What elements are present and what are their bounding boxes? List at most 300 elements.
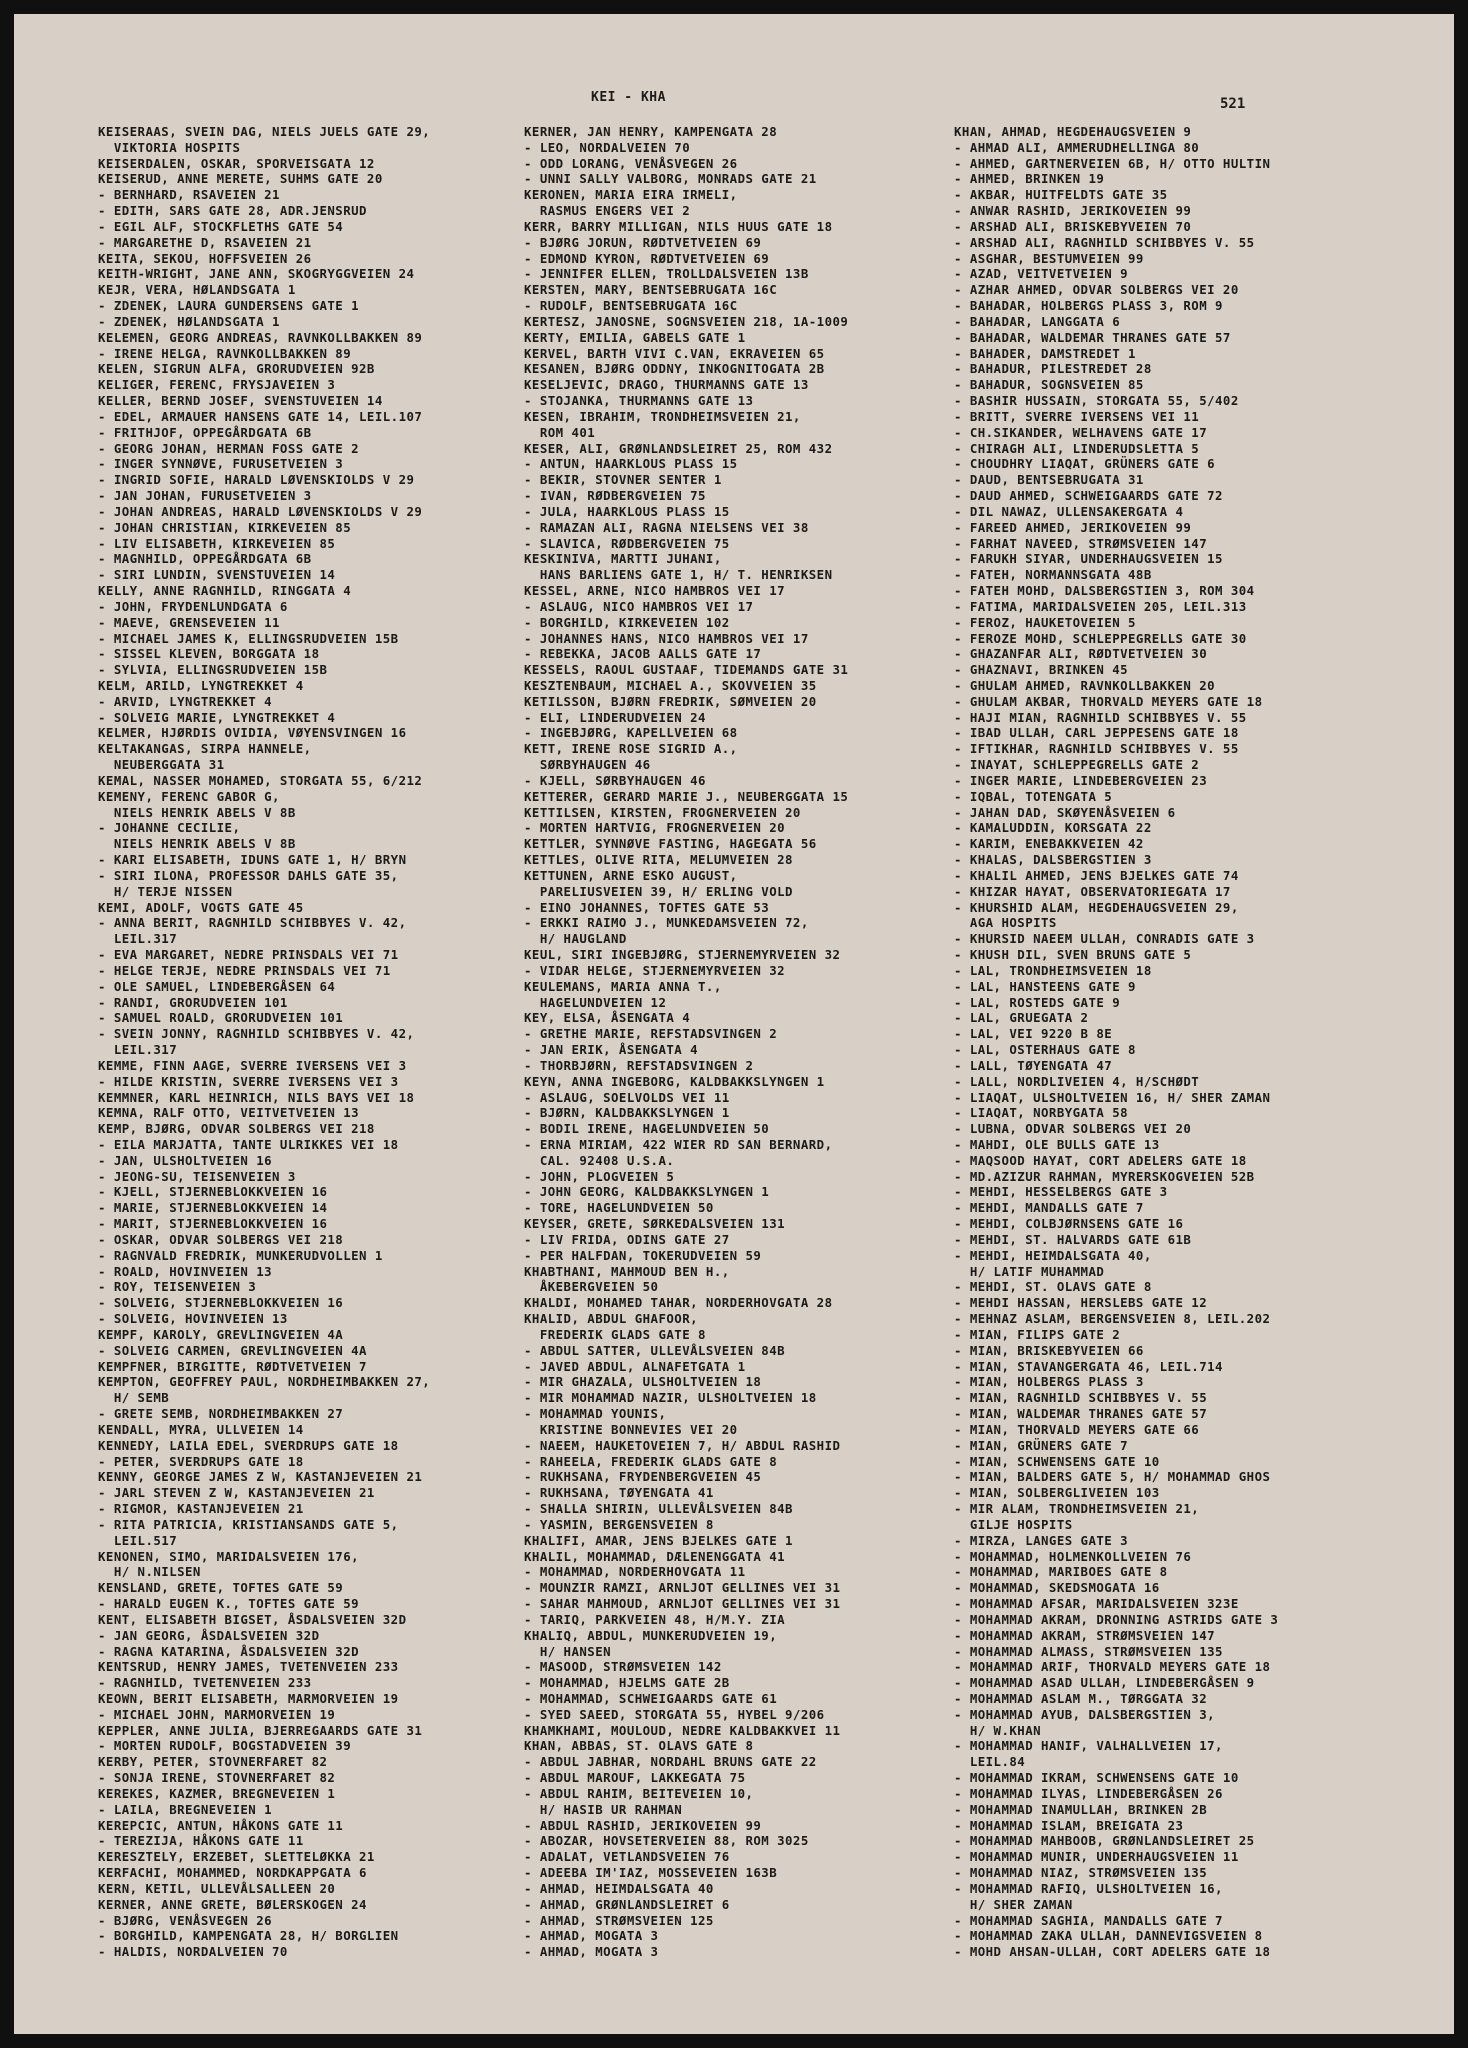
directory-entry: H/ SEMB <box>98 1390 170 1406</box>
directory-entry: KEOWN, BERIT ELISABETH, MARMORVEIEN 19 <box>98 1690 399 1706</box>
directory-entry: - MOUNZIR RAMZI, ARNLJOT GELLINES VEI 31 <box>524 1580 841 1596</box>
directory-entry: - ROY, TEISENVEIEN 3 <box>98 1279 257 1295</box>
directory-entry: - JOHN, FRYDENLUNDGATA 6 <box>98 598 288 614</box>
directory-entry: - PETER, SVERDRUPS GATE 18 <box>98 1453 304 1469</box>
directory-entry: - LAILA, BREGNEVEIEN 1 <box>98 1801 273 1817</box>
directory-entry: - LAL, TRONDHEIMSVEIEN 18 <box>954 962 1152 978</box>
directory-entry: - MOHAMMAD AKRAM, STRØMSVEIEN 147 <box>954 1627 1216 1643</box>
directory-entry: - ROALD, HOVINVEIEN 13 <box>98 1263 273 1279</box>
directory-entry: H/ W.KHAN <box>954 1722 1042 1738</box>
directory-entry: - JENNIFER ELLEN, TROLLDALSVEIEN 13B <box>524 266 809 282</box>
directory-entry: KESKINIVA, MARTTI JUHANI, <box>524 551 722 567</box>
directory-entry: KENT, ELISABETH BIGSET, ÅSDALSVEIEN 32D <box>98 1611 407 1627</box>
directory-entry: - FATEH, NORMANNSGATA 48B <box>954 567 1152 583</box>
directory-entry: H/ N.NILSEN <box>98 1564 201 1580</box>
directory-entry: - AHMAD, MOGATA 3 <box>524 1928 659 1944</box>
directory-entry: - MOHAMMAD NIAZ, STRØMSVEIEN 135 <box>954 1865 1208 1881</box>
directory-entry: KEULEMANS, MARIA ANNA T., <box>524 978 722 994</box>
directory-entry: - RAHEELA, FREDERIK GLADS GATE 8 <box>524 1453 778 1469</box>
directory-entry: - KAMALUDDIN, KORSGATA 22 <box>954 820 1152 836</box>
directory-entry: LEIL.84 <box>954 1754 1026 1770</box>
directory-entry: KERTY, EMILIA, GABELS GATE 1 <box>524 329 746 345</box>
directory-entry: KETTILSEN, KIRSTEN, FROGNERVEIEN 20 <box>524 804 801 820</box>
directory-entry: - MARIE, STJERNEBLOKKVEIEN 14 <box>98 1200 328 1216</box>
directory-entry: KELMER, HJØRDIS OVIDIA, VØYENSVINGEN 16 <box>98 725 407 741</box>
directory-entry: KERNER, JAN HENRY, KAMPENGATA 28 <box>524 124 778 139</box>
directory-entry: - DIL NAWAZ, ULLENSAKERGATA 4 <box>954 503 1184 519</box>
directory-entry: H/ TERJE NISSEN <box>98 883 233 899</box>
directory-entry: - JAN GEORG, ÅSDALSVEIEN 32D <box>98 1627 320 1643</box>
directory-entry: - MIAN, SOLBERGLIVEIEN 103 <box>954 1485 1160 1501</box>
page-header-range: KEI - KHA <box>591 90 666 105</box>
directory-entry: - JAVED ABDUL, ALNAFETGATA 1 <box>524 1358 746 1374</box>
directory-entry: NEUBERGGATA 31 <box>98 757 225 773</box>
directory-entry: - SHALLA SHIRIN, ULLEVÅLSVEIEN 84B <box>524 1501 793 1517</box>
directory-entry: - SAMUEL ROALD, GRORUDVEIEN 101 <box>98 1010 344 1026</box>
directory-entry: - RUDOLF, BENTSEBRUGATA 16C <box>524 298 738 314</box>
directory-entry: KESZTENBAUM, MICHAEL A., SKOVVEIEN 35 <box>524 677 817 693</box>
directory-entry: - JAHAN DAD, SKØYENÅSVEIEN 6 <box>954 804 1176 820</box>
directory-entry: - MAHDI, OLE BULLS GATE 13 <box>954 1137 1160 1152</box>
directory-entry: - IBAD ULLAH, CARL JEPPESENS GATE 18 <box>954 725 1239 741</box>
directory-entry: - EILA MARJATTA, TANTE ULRIKKES VEI 18 <box>98 1137 399 1152</box>
directory-entry: H/ HAUGLAND <box>524 931 627 947</box>
directory-entry: KEUL, SIRI INGEBJØRG, STJERNEMYRVEIEN 32 <box>524 947 841 963</box>
directory-entry: - SISSEL KLEVEN, BORGGATA 18 <box>98 646 320 662</box>
directory-entry: - BASHIR HUSSAIN, STORGATA 55, 5/402 <box>954 393 1239 409</box>
directory-entry: - RAMAZAN ALI, RAGNA NIELSENS VEI 38 <box>524 519 809 535</box>
directory-entry: - MOHD AHSAN-ULLAH, CORT ADELERS GATE 18 <box>954 1944 1271 1960</box>
directory-entry: HANS BARLIENS GATE 1, H/ T. HENRIKSEN <box>524 567 833 583</box>
directory-entry: KEREKES, KAZMER, BREGNEVEIEN 1 <box>98 1785 336 1801</box>
directory-entry: - INGEBJØRG, KAPELLVEIEN 68 <box>524 725 738 741</box>
directory-column-2 <box>524 124 954 1960</box>
directory-entry: - CHOUDHRY LIAQAT, GRÜNERS GATE 6 <box>954 456 1216 472</box>
directory-entry: - JOHN GEORG, KALDBAKKSLYNGEN 1 <box>524 1184 770 1200</box>
directory-entry: KEREPCIC, ANTUN, HÅKONS GATE 11 <box>98 1817 344 1833</box>
directory-entry: - BAHADUR, SOGNSVEIEN 85 <box>954 377 1144 393</box>
directory-entry: KEPPLER, ANNE JULIA, BJERREGAARDS GATE 31 <box>98 1722 423 1738</box>
directory-entry: KERN, KETIL, ULLEVÅLSALLEEN 20 <box>98 1880 336 1896</box>
directory-entry: - EINO JOHANNES, TOFTES GATE 53 <box>524 899 770 915</box>
directory-entry: - MOHAMMAD ARIF, THORVALD MEYERS GATE 18 <box>954 1659 1271 1675</box>
directory-entry: KEMPFNER, BIRGITTE, RØDTVETVEIEN 7 <box>98 1358 367 1374</box>
directory-entry: - SOLVEIG, HOVINVEIEN 13 <box>98 1311 288 1327</box>
directory-entry: - SYLVIA, ELLINGSRUDVEIEN 15B <box>98 662 328 678</box>
directory-entry: - LUBNA, ODVAR SOLBERGS VEI 20 <box>954 1121 1192 1137</box>
directory-entry: - MORTEN HARTVIG, FROGNERVEIEN 20 <box>524 820 786 836</box>
directory-entry: - GRETE SEMB, NORDHEIMBAKKEN 27 <box>98 1406 344 1422</box>
directory-entry: - REBEKKA, JACOB AALLS GATE 17 <box>524 646 762 662</box>
directory-entry: - LAL, ROSTEDS GATE 9 <box>954 994 1121 1010</box>
directory-entry: - BODIL IRENE, HAGELUNDVEIEN 50 <box>524 1121 770 1137</box>
directory-entry: - EDMOND KYRON, RØDTVETVEIEN 69 <box>524 250 770 266</box>
directory-entry: - THORBJØRN, REFSTADSVINGEN 2 <box>524 1057 754 1073</box>
directory-entry: - GHULAM AHMED, RAVNKOLLBAKKEN 20 <box>954 677 1216 693</box>
page-number: 521 <box>1220 96 1246 112</box>
directory-entry: LEIL.317 <box>98 931 178 947</box>
directory-entry: - FARUKH SIYAR, UNDERHAUGSVEIEN 15 <box>954 551 1223 567</box>
directory-entry: KERONEN, MARIA EIRA IRMELI, <box>524 187 738 203</box>
directory-entry: - RAGNA KATARINA, ÅSDALSVEIEN 32D <box>98 1643 360 1659</box>
directory-entry: - ABOZAR, HOVSETERVEIEN 88, ROM 3025 <box>524 1833 809 1849</box>
directory-entry: - HAJI MIAN, RAGNHILD SCHIBBYES V. 55 <box>954 709 1247 725</box>
directory-entry: - SOLVEIG MARIE, LYNGTREKKET 4 <box>98 709 336 725</box>
directory-entry: - SYED SAEED, STORGATA 55, HYBEL 9/206 <box>524 1706 825 1722</box>
directory-page <box>14 14 1454 2034</box>
directory-entry: HAGELUNDVEIEN 12 <box>524 994 667 1010</box>
directory-entry: - GEORG JOHAN, HERMAN FOSS GATE 2 <box>98 440 360 456</box>
directory-entry: - KHURSID NAEEM ULLAH, CONRADIS GATE 3 <box>954 931 1255 947</box>
directory-entry: - HILDE KRISTIN, SVERRE IVERSENS VEI 3 <box>98 1073 399 1089</box>
directory-entry: - IQBAL, TOTENGATA 5 <box>954 788 1113 804</box>
directory-entry: - KJELL, SØRBYHAUGEN 46 <box>524 772 706 788</box>
directory-entry: KETT, IRENE ROSE SIGRID A., <box>524 741 738 757</box>
directory-entry: - KARI ELISABETH, IDUNS GATE 1, H/ BRYN <box>98 852 407 868</box>
directory-entry: - ANTUN, HAARKLOUS PLASS 15 <box>524 456 738 472</box>
directory-entry: - ASLAUG, SOELVOLDS VEI 11 <box>524 1089 730 1105</box>
directory-entry: - AZHAR AHMED, ODVAR SOLBERGS VEI 20 <box>954 282 1239 298</box>
directory-entry: - MIR MOHAMMAD NAZIR, ULSHOLTVEIEN 18 <box>524 1390 817 1406</box>
directory-entry: - ELI, LINDERUDVEIEN 24 <box>524 709 706 725</box>
directory-entry: KETTERER, GERARD MARIE J., NEUBERGGATA 15 <box>524 788 849 804</box>
directory-entry: - IFTIKHAR, RAGNHILD SCHIBBYES V. 55 <box>954 741 1239 757</box>
directory-entry: - OLE SAMUEL, LINDEBERGÅSEN 64 <box>98 978 336 994</box>
directory-entry: - FATEH MOHD, DALSBERGSTIEN 3, ROM 304 <box>954 583 1255 599</box>
directory-entry: - MOHAMMAD SAGHIA, MANDALLS GATE 7 <box>954 1912 1223 1928</box>
directory-entry: - ASLAUG, NICO HAMBROS VEI 17 <box>524 598 754 614</box>
directory-entry: - JOHN, PLOGVEIEN 5 <box>524 1168 675 1184</box>
directory-entry: - ABDUL MAROUF, LAKKEGATA 75 <box>524 1770 746 1786</box>
directory-entry: - KHIZAR HAYAT, OBSERVATORIEGATA 17 <box>954 883 1231 899</box>
directory-entry: - MIAN, BRISKEBYVEIEN 66 <box>954 1342 1144 1358</box>
directory-entry: H/ HASIB UR RAHMAN <box>524 1801 683 1817</box>
directory-entry: - PER HALFDAN, TOKERUDVEIEN 59 <box>524 1247 762 1263</box>
directory-entry: - MIAN, FILIPS GATE 2 <box>954 1326 1121 1342</box>
directory-entry: - MEHDI, HESSELBERGS GATE 3 <box>954 1184 1168 1200</box>
directory-entry: - LALL, NORDLIVEIEN 4, H/SCHØDT <box>954 1073 1200 1089</box>
directory-entry: - MIAN, GRÜNERS GATE 7 <box>954 1437 1129 1453</box>
directory-entry: KEITH-WRIGHT, JANE ANN, SKOGRYGGVEIEN 24 <box>98 266 415 282</box>
directory-entry: - MOHAMMAD HANIF, VALHALLVEIEN 17, <box>954 1738 1223 1754</box>
directory-entry: - MICHAEL JOHN, MARMORVEIEN 19 <box>98 1706 336 1722</box>
directory-entry: KEMP, BJØRG, ODVAR SOLBERGS VEI 218 <box>98 1121 375 1137</box>
directory-entry: - GRETHE MARIE, REFSTADSVINGEN 2 <box>524 1026 778 1042</box>
directory-entry: GILJE HOSPITS <box>954 1516 1073 1532</box>
directory-entry: - MEHDI, ST. HALVARDS GATE 61B <box>954 1231 1192 1247</box>
directory-entry: - JARL STEVEN Z W, KASTANJEVEIEN 21 <box>98 1485 375 1501</box>
directory-entry: - FARHAT NAVEED, STRØMSVEIEN 147 <box>954 535 1208 551</box>
directory-entry: - MAEVE, GRENSEVEIEN 11 <box>98 614 280 630</box>
directory-entry: - KJELL, STJERNEBLOKKVEIEN 16 <box>98 1184 328 1200</box>
directory-entry: - NAEEM, HAUKETOVEIEN 7, H/ ABDUL RASHID <box>524 1437 841 1453</box>
directory-entry: - MOHAMMAD AFSAR, MARIDALSVEIEN 323E <box>954 1596 1239 1612</box>
directory-entry: - SOLVEIG, STJERNEBLOKKVEIEN 16 <box>98 1295 344 1311</box>
directory-entry: - HARALD EUGEN K., TOFTES GATE 59 <box>98 1596 360 1612</box>
directory-entry: - UNNI SALLY VALBORG, MONRADS GATE 21 <box>524 171 817 187</box>
directory-entry: - KARIM, ENEBAKKVEIEN 42 <box>954 836 1144 852</box>
directory-entry: KHALIQ, ABDUL, MUNKERUDVEIEN 19, <box>524 1627 778 1643</box>
directory-entry: - HELGE TERJE, NEDRE PRINSDALS VEI 71 <box>98 962 391 978</box>
directory-entry: - MOHAMMAD IKRAM, SCHWENSENS GATE 10 <box>954 1770 1239 1786</box>
directory-entry: - MIR ALAM, TRONDHEIMSVEIEN 21, <box>954 1501 1200 1517</box>
directory-entry: LEIL.317 <box>98 1042 178 1058</box>
directory-entry: - ADALAT, VETLANDSVEIEN 76 <box>524 1849 730 1865</box>
directory-entry: FREDERIK GLADS GATE 8 <box>524 1326 706 1342</box>
directory-entry: - FAREED AHMED, JERIKOVEIEN 99 <box>954 519 1192 535</box>
directory-entry: - SIRI ILONA, PROFESSOR DAHLS GATE 35, <box>98 867 399 883</box>
directory-entry: - ADEEBA IM'IAZ, MOSSEVEIEN 163B <box>524 1865 778 1881</box>
directory-entry: - LAL, HANSTEENS GATE 9 <box>954 978 1136 994</box>
directory-entry: - BORGHILD, KAMPENGATA 28, H/ BORGLIEN <box>98 1928 399 1944</box>
directory-entry: - ABDUL RASHID, JERIKOVEIEN 99 <box>524 1817 762 1833</box>
directory-entry: - MORTEN RUDOLF, BOGSTADVEIEN 39 <box>98 1738 352 1754</box>
directory-entry: - TEREZIJA, HÅKONS GATE 11 <box>98 1833 304 1849</box>
directory-entry: - RITA PATRICIA, KRISTIANSANDS GATE 5, <box>98 1516 399 1532</box>
directory-entry: KELTAKANGAS, SIRPA HANNELE, <box>98 741 312 757</box>
directory-column-1 <box>98 124 522 1960</box>
directory-entry: - ABDUL JABHAR, NORDAHL BRUNS GATE 22 <box>524 1754 817 1770</box>
directory-entry: - MOHAMMAD AYUB, DALSBERGSTIEN 3, <box>954 1706 1216 1722</box>
directory-entry: KELLY, ANNE RAGNHILD, RINGGATA 4 <box>98 583 352 599</box>
directory-entry: KHALID, ABDUL GHAFOOR, <box>524 1311 699 1327</box>
directory-entry: - LIV ELISABETH, KIRKEVEIEN 85 <box>98 535 336 551</box>
directory-entry: - RUKHSANA, TØYENGATA 41 <box>524 1485 714 1501</box>
directory-entry: - ABDUL RAHIM, BEITEVEIEN 10, <box>524 1785 754 1801</box>
directory-entry: - BJØRG JORUN, RØDTVETVEIEN 69 <box>524 234 762 250</box>
directory-entry: - AHMAD, STRØMSVEIEN 125 <box>524 1912 714 1928</box>
directory-entry: - DAUD AHMED, SCHWEIGAARDS GATE 72 <box>954 488 1223 504</box>
directory-entry: KHALDI, MOHAMED TAHAR, NORDERHOVGATA 28 <box>524 1295 833 1311</box>
directory-entry: - AZAD, VEITVETVEIEN 9 <box>954 266 1129 282</box>
directory-entry: - BAHADER, DAMSTREDET 1 <box>954 345 1136 361</box>
directory-entry: - SONJA IRENE, STOVNERFARET 82 <box>98 1770 336 1786</box>
directory-entry: SØRBYHAUGEN 46 <box>524 757 651 773</box>
directory-entry: KESELJEVIC, DRAGO, THURMANNS GATE 13 <box>524 377 809 393</box>
directory-entry: KHAN, ABBAS, ST. OLAVS GATE 8 <box>524 1738 754 1754</box>
directory-entry: KELIGER, FERENC, FRYSJAVEIEN 3 <box>98 377 336 393</box>
directory-entry: - IRENE HELGA, RAVNKOLLBAKKEN 89 <box>98 345 352 361</box>
directory-entry: KEITA, SEKOU, HOFFSVEIEN 26 <box>98 250 312 266</box>
directory-entry: - INGRID SOFIE, HARALD LØVENSKIOLDS V 29 <box>98 472 415 488</box>
directory-entry: - MOHAMMAD, HOLMENKOLLVEIEN 76 <box>954 1548 1192 1564</box>
directory-entry: - RAGNHILD, TVETENVEIEN 233 <box>98 1675 312 1691</box>
directory-entry: KEMPF, KAROLY, GREVLINGVEIEN 4A <box>98 1326 344 1342</box>
directory-entry: - MOHAMMAD INAMULLAH, BRINKEN 2B <box>954 1801 1208 1817</box>
directory-entry: - CH.SIKANDER, WELHAVENS GATE 17 <box>954 424 1208 440</box>
directory-entry: KENONEN, SIMO, MARIDALSVEIEN 176, <box>98 1548 360 1564</box>
directory-entry: - LIAQAT, ULSHOLTVEIEN 16, H/ SHER ZAMAN <box>954 1089 1271 1105</box>
directory-entry: - BAHADUR, PILESTREDET 28 <box>954 361 1152 377</box>
directory-entry: KENNEDY, LAILA EDEL, SVERDRUPS GATE 18 <box>98 1437 399 1453</box>
directory-entry: - DAUD, BENTSEBRUGATA 31 <box>954 472 1144 488</box>
directory-entry: - VIDAR HELGE, STJERNEMYRVEIEN 32 <box>524 962 786 978</box>
directory-entry: - RAGNVALD FREDRIK, MUNKERUDVOLLEN 1 <box>98 1247 383 1263</box>
directory-entry: - TARIQ, PARKVEIEN 48, H/M.Y. ZIA <box>524 1611 786 1627</box>
directory-entry: - MEHDI, MANDALLS GATE 7 <box>954 1200 1144 1216</box>
directory-entry: - BJØRG, VENÅSVEGEN 26 <box>98 1912 273 1928</box>
directory-entry: KESANEN, BJØRG ODDNY, INKOGNITOGATA 2B <box>524 361 825 377</box>
directory-entry: - EDEL, ARMAUER HANSENS GATE 14, LEIL.107 <box>98 408 423 424</box>
directory-entry: H/ HANSEN <box>524 1643 612 1659</box>
directory-entry: - MOHAMMAD ASAD ULLAH, LINDEBERGÅSEN 9 <box>954 1675 1255 1691</box>
directory-entry: - SVEIN JONNY, RAGNHILD SCHIBBYES V. 42, <box>98 1026 415 1042</box>
directory-entry: - JAN JOHAN, FURUSETVEIEN 3 <box>98 488 312 504</box>
directory-entry: H/ SHER ZAMAN <box>954 1896 1073 1912</box>
directory-entry: KESSEL, ARNE, NICO HAMBROS VEI 17 <box>524 583 786 599</box>
directory-entry: - TORE, HAGELUNDVEIEN 50 <box>524 1200 714 1216</box>
directory-entry: KETILSSON, BJØRN FREDRIK, SØMVEIEN 20 <box>524 693 817 709</box>
directory-entry: - AKBAR, HUITFELDTS GATE 35 <box>954 187 1168 203</box>
directory-entry: CAL. 92408 U.S.A. <box>524 1152 675 1168</box>
directory-entry: - GHAZANFAR ALI, RØDTVETVEIEN 30 <box>954 646 1208 662</box>
directory-entry: - ERKKI RAIMO J., MUNKEDAMSVEIEN 72, <box>524 915 809 931</box>
directory-entry: KETTLES, OLIVE RITA, MELUMVEIEN 28 <box>524 852 793 868</box>
directory-entry: - HALDIS, NORDALVEIEN 70 <box>98 1944 288 1960</box>
directory-entry: KEISERAAS, SVEIN DAG, NIELS JUELS GATE 29, <box>98 124 431 139</box>
directory-entry: - MEHDI, HEIMDALSGATA 40, <box>954 1247 1152 1263</box>
directory-entry: - AHMAD, HEIMDALSGATA 40 <box>524 1880 714 1896</box>
directory-entry: LEIL.517 <box>98 1532 178 1548</box>
directory-entry: - MIAN, RAGNHILD SCHIBBYES V. 55 <box>954 1390 1208 1406</box>
directory-entry: VIKTORIA HOSPITS <box>98 139 241 155</box>
directory-entry: ÅKEBERGVEIEN 50 <box>524 1279 659 1295</box>
directory-entry: - FRITHJOF, OPPEGÅRDGATA 6B <box>98 424 312 440</box>
directory-entry: - MOHAMMAD ALMASS, STRØMSVEIEN 135 <box>954 1643 1223 1659</box>
directory-entry: KELEMEN, GEORG ANDREAS, RAVNKOLLBAKKEN 89 <box>98 329 423 345</box>
directory-entry: - MEHDI, COLBJØRNSENS GATE 16 <box>954 1216 1184 1232</box>
directory-entry: - BJØRN, KALDBAKKSLYNGEN 1 <box>524 1105 730 1121</box>
directory-entry: KEMPTON, GEOFFREY PAUL, NORDHEIMBAKKEN 27, <box>98 1374 431 1390</box>
directory-entry: KEMAL, NASSER MOHAMED, STORGATA 55, 6/212 <box>98 772 423 788</box>
directory-entry: - JULA, HAARKLOUS PLASS 15 <box>524 503 730 519</box>
directory-entry: - SOLVEIG CARMEN, GREVLINGVEIEN 4A <box>98 1342 367 1358</box>
directory-entry: KERR, BARRY MILLIGAN, NILS HUUS GATE 18 <box>524 218 833 234</box>
directory-entry: - INAYAT, SCHLEPPEGRELLS GATE 2 <box>954 757 1200 773</box>
directory-entry: - MARIT, STJERNEBLOKKVEIEN 16 <box>98 1216 328 1232</box>
directory-entry: - ZDENEK, LAURA GUNDERSENS GATE 1 <box>98 298 360 314</box>
directory-entry: KESEN, IBRAHIM, TRONDHEIMSVEIEN 21, <box>524 408 801 424</box>
directory-entry: ROM 401 <box>524 424 596 440</box>
directory-entry: - CHIRAGH ALI, LINDERUDSLETTA 5 <box>954 440 1200 456</box>
directory-entry: - ARSHAD ALI, RAGNHILD SCHIBBYES V. 55 <box>954 234 1255 250</box>
directory-entry: - JEONG-SU, TEISENVEIEN 3 <box>98 1168 296 1184</box>
directory-entry: - MOHAMMAD MAHBOOB, GRØNLANDSLEIRET 25 <box>954 1833 1255 1849</box>
directory-entry: - MOHAMMAD ZAKA ULLAH, DANNEVIGSVEIEN 8 <box>954 1928 1263 1944</box>
directory-entry: NIELS HENRIK ABELS V 8B <box>98 836 296 852</box>
directory-entry: - LEO, NORDALVEIEN 70 <box>524 139 691 155</box>
directory-entry: - AHMED, GARTNERVEIEN 6B, H/ OTTO HULTIN <box>954 155 1271 171</box>
directory-entry: - MOHAMMAD, SKEDSMOGATA 16 <box>954 1580 1160 1596</box>
directory-entry: - MD.AZIZUR RAHMAN, MYRERSKOGVEIEN 52B <box>954 1168 1255 1184</box>
directory-entry: - STOJANKA, THURMANNS GATE 13 <box>524 393 754 409</box>
directory-entry: - ZDENEK, HØLANDSGATA 1 <box>98 313 280 329</box>
directory-entry: - MOHAMMAD ISLAM, BREIGATA 23 <box>954 1817 1184 1833</box>
directory-entry: - INGER SYNNØVE, FURUSETVEIEN 3 <box>98 456 344 472</box>
directory-entry: KERVEL, BARTH VIVI C.VAN, EKRAVEIEN 65 <box>524 345 825 361</box>
directory-entry: - FATIMA, MARIDALSVEIEN 205, LEIL.313 <box>954 598 1247 614</box>
directory-entry: KHALIFI, AMAR, JENS BJELKES GATE 1 <box>524 1532 793 1548</box>
directory-entry: RASMUS ENGERS VEI 2 <box>524 203 691 219</box>
directory-entry: - ABDUL SATTER, ULLEVÅLSVEIEN 84B <box>524 1342 786 1358</box>
directory-entry: NIELS HENRIK ABELS V 8B <box>98 804 296 820</box>
directory-entry: KEISERUD, ANNE MERETE, SUHMS GATE 20 <box>98 171 383 187</box>
directory-entry: - MICHAEL JAMES K, ELLINGSRUDVEIEN 15B <box>98 630 399 646</box>
directory-entry: - MOHAMMAD MUNIR, UNDERHAUGSVEIEN 11 <box>954 1849 1239 1865</box>
directory-entry: KEMME, FINN AAGE, SVERRE IVERSENS VEI 3 <box>98 1057 407 1073</box>
directory-entry: - JAN, ULSHOLTVEIEN 16 <box>98 1152 273 1168</box>
directory-entry: - MARGARETHE D, RSAVEIEN 21 <box>98 234 312 250</box>
directory-entry: - MOHAMMAD ILYAS, LINDEBERGÅSEN 26 <box>954 1785 1223 1801</box>
directory-entry: - MOHAMMAD AKRAM, DRONNING ASTRIDS GATE 3 <box>954 1611 1279 1627</box>
directory-entry: KELM, ARILD, LYNGTREKKET 4 <box>98 677 304 693</box>
directory-entry: KHABTHANI, MAHMOUD BEN H., <box>524 1263 730 1279</box>
directory-entry: - MIAN, STAVANGERGATA 46, LEIL.714 <box>954 1358 1223 1374</box>
directory-entry: - MASOOD, STRØMSVEIEN 142 <box>524 1659 722 1675</box>
directory-entry: - KHURSHID ALAM, HEGDEHAUGSVEIEN 29, <box>954 899 1239 915</box>
directory-entry: - KHALIL AHMED, JENS BJELKES GATE 74 <box>954 867 1239 883</box>
directory-entry: KELEN, SIGRUN ALFA, GRORUDVEIEN 92B <box>98 361 375 377</box>
directory-entry: - ANNA BERIT, RAGNHILD SCHIBBYES V. 42, <box>98 915 407 931</box>
directory-entry: - MIAN, THORVALD MEYERS GATE 66 <box>954 1421 1200 1437</box>
directory-entry: KEYN, ANNA INGEBORG, KALDBAKKSLYNGEN 1 <box>524 1073 825 1089</box>
directory-entry: - MOHAMMAD, NORDERHOVGATA 11 <box>524 1564 746 1580</box>
directory-entry: AGA HOSPITS <box>954 915 1057 931</box>
directory-entry: KETTLER, SYNNØVE FASTING, HAGEGATA 56 <box>524 836 817 852</box>
directory-entry: KEJR, VERA, HØLANDSGATA 1 <box>98 282 296 298</box>
directory-entry: - ASGHAR, BESTUMVEIEN 99 <box>954 250 1144 266</box>
directory-entry: - MOHAMMAD, SCHWEIGAARDS GATE 61 <box>524 1690 778 1706</box>
directory-entry: - RUKHSANA, FRYDENBERGVEIEN 45 <box>524 1469 762 1485</box>
directory-entry: - ANWAR RASHID, JERIKOVEIEN 99 <box>954 203 1192 219</box>
directory-entry: - RANDI, GRORUDVEIEN 101 <box>98 994 288 1010</box>
directory-entry: - BAHADAR, WALDEMAR THRANES GATE 57 <box>954 329 1231 345</box>
directory-entry: - BEKIR, STOVNER SENTER 1 <box>524 472 722 488</box>
directory-entry: - KHALAS, DALSBERGSTIEN 3 <box>954 852 1152 868</box>
directory-entry: - ERNA MIRIAM, 422 WIER RD SAN BERNARD, <box>524 1137 833 1152</box>
directory-entry: - JOHAN ANDREAS, HARALD LØVENSKIOLDS V 29 <box>98 503 423 519</box>
directory-entry: - JOHAN CHRISTIAN, KIRKEVEIEN 85 <box>98 519 352 535</box>
directory-entry: KENNY, GEORGE JAMES Z W, KASTANJEVEIEN 21 <box>98 1469 423 1485</box>
directory-entry: - EGIL ALF, STOCKFLETHS GATE 54 <box>98 218 344 234</box>
directory-entry: - MIAN, WALDEMAR THRANES GATE 57 <box>954 1406 1208 1422</box>
directory-entry: KEYSER, GRETE, SØRKEDALSVEIEN 131 <box>524 1216 786 1232</box>
directory-entry: - ODD LORANG, VENÅSVEGEN 26 <box>524 155 738 171</box>
directory-entry: - BORGHILD, KIRKEVEIEN 102 <box>524 614 730 630</box>
directory-entry: - MOHAMMAD ASLAM M., TØRGGATA 32 <box>954 1690 1208 1706</box>
directory-entry: - AHMAD, GRØNLANDSLEIRET 6 <box>524 1896 730 1912</box>
directory-entry: KERSTEN, MARY, BENTSEBRUGATA 16C <box>524 282 778 298</box>
directory-entry: - MOHAMMAD RAFIQ, ULSHOLTVEIEN 16, <box>954 1880 1223 1896</box>
directory-entry: PARELIUSVEIEN 39, H/ ERLING VOLD <box>524 883 793 899</box>
directory-entry: - YASMIN, BERGENSVEIEN 8 <box>524 1516 714 1532</box>
directory-entry: KRISTINE BONNEVIES VEI 20 <box>524 1421 738 1437</box>
directory-entry: KHALIL, MOHAMMAD, DÆLENENGGATA 41 <box>524 1548 786 1564</box>
directory-entry: KEMNA, RALF OTTO, VEITVETVEIEN 13 <box>98 1105 360 1121</box>
directory-entry: - MAGNHILD, OPPEGÅRDGATA 6B <box>98 551 312 567</box>
directory-entry: KERBY, PETER, STOVNERFARET 82 <box>98 1754 328 1770</box>
directory-entry: KEISERDALEN, OSKAR, SPORVEISGATA 12 <box>98 155 375 171</box>
directory-entry: - LAL, GRUEGATA 2 <box>954 1010 1089 1026</box>
directory-entry: - MIRZA, LANGES GATE 3 <box>954 1532 1129 1548</box>
directory-entry: KENSLAND, GRETE, TOFTES GATE 59 <box>98 1580 344 1596</box>
directory-entry: - MEHDI, ST. OLAVS GATE 8 <box>954 1279 1152 1295</box>
directory-entry: KESSELS, RAOUL GUSTAAF, TIDEMANDS GATE 31 <box>524 662 849 678</box>
directory-entry: - AHMED, BRINKEN 19 <box>954 171 1105 187</box>
directory-entry: - LALL, TØYENGATA 47 <box>954 1057 1113 1073</box>
directory-column-3 <box>954 124 1349 1960</box>
directory-entry: KEMENY, FERENC GABOR G, <box>98 788 280 804</box>
